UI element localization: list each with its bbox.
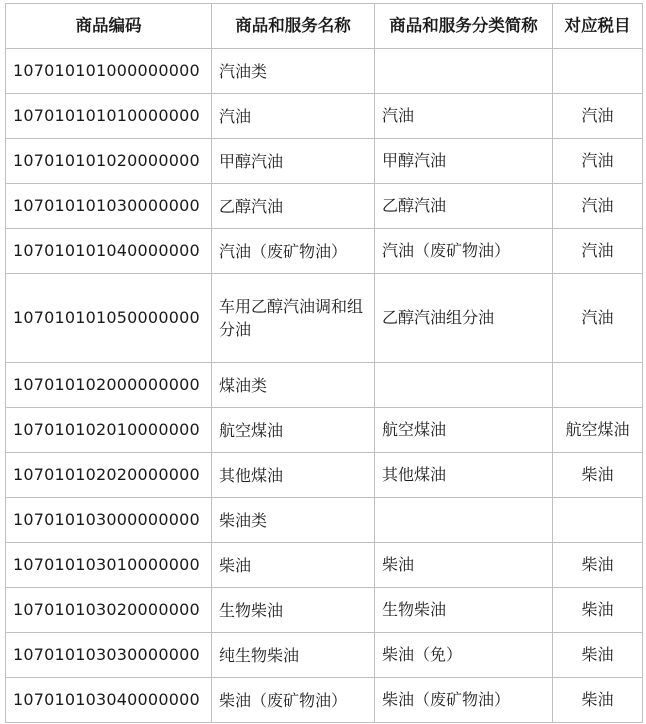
product-code-cell: 107010101020000000 [6, 139, 212, 184]
category-abbr-cell: 汽油 [375, 94, 553, 139]
table-row [6, 408, 643, 453]
tax-item-cell: 柴油 [553, 633, 643, 678]
table-row [6, 678, 643, 723]
product-name-cell: 乙醇汽油 [212, 184, 375, 229]
table-header-row [6, 4, 643, 49]
table-row [6, 588, 643, 633]
product-code-cell: 107010101040000000 [6, 229, 212, 274]
tax-item-cell: 汽油 [553, 274, 643, 363]
product-name-cell: 柴油类 [212, 498, 375, 543]
product-name-cell: 甲醇汽油 [212, 139, 375, 184]
tax-item-cell: 汽油 [553, 94, 643, 139]
category-abbr-cell [375, 49, 553, 94]
product-code-cell: 107010103010000000 [6, 543, 212, 588]
tax-item-cell: 柴油 [553, 543, 643, 588]
header-product-name: 商品和服务名称 [212, 4, 375, 49]
product-code-cell: 107010102010000000 [6, 408, 212, 453]
product-name-cell: 其他煤油 [212, 453, 375, 498]
table-row [6, 139, 643, 184]
product-name-cell: 柴油 [212, 543, 375, 588]
product-name-cell: 汽油（废矿物油） [212, 229, 375, 274]
header-product-code: 商品编码 [6, 4, 212, 49]
category-abbr-cell: 甲醇汽油 [375, 139, 553, 184]
category-abbr-cell: 柴油（废矿物油） [375, 678, 553, 723]
table-row [6, 453, 643, 498]
product-code-cell: 107010102020000000 [6, 453, 212, 498]
tax-item-cell [553, 498, 643, 543]
product-name-cell: 汽油 [212, 94, 375, 139]
product-code-cell: 107010101030000000 [6, 184, 212, 229]
category-abbr-cell: 汽油（废矿物油） [375, 229, 553, 274]
table-row [6, 94, 643, 139]
category-abbr-cell: 柴油 [375, 543, 553, 588]
product-code-cell: 107010103020000000 [6, 588, 212, 633]
product-code-cell: 107010103040000000 [6, 678, 212, 723]
product-code-cell: 107010103030000000 [6, 633, 212, 678]
tax-item-cell: 柴油 [553, 588, 643, 633]
table-row [6, 184, 643, 229]
tax-item-cell: 汽油 [553, 229, 643, 274]
product-name-cell: 煤油类 [212, 363, 375, 408]
product-name-cell: 柴油（废矿物油） [212, 678, 375, 723]
table-row [6, 363, 643, 408]
header-tax-item: 对应税目 [553, 4, 643, 49]
table-row [6, 498, 643, 543]
tax-item-cell [553, 363, 643, 408]
tax-item-cell: 柴油 [553, 453, 643, 498]
product-name-cell: 航空煤油 [212, 408, 375, 453]
table-row [6, 633, 643, 678]
tax-item-cell: 汽油 [553, 184, 643, 229]
tax-item-cell: 柴油 [553, 678, 643, 723]
category-abbr-cell [375, 498, 553, 543]
product-code-cell: 107010101050000000 [6, 274, 212, 363]
product-name-cell: 汽油类 [212, 49, 375, 94]
table-row [6, 49, 643, 94]
category-abbr-cell: 乙醇汽油 [375, 184, 553, 229]
product-code-cell: 107010101010000000 [6, 94, 212, 139]
tax-item-cell: 航空煤油 [553, 408, 643, 453]
category-abbr-cell [375, 363, 553, 408]
table-row [6, 543, 643, 588]
category-abbr-cell: 其他煤油 [375, 453, 553, 498]
category-abbr-cell: 柴油（免） [375, 633, 553, 678]
category-abbr-cell: 航空煤油 [375, 408, 553, 453]
category-abbr-cell: 乙醇汽油组分油 [375, 274, 553, 363]
tax-item-cell: 汽油 [553, 139, 643, 184]
table-row [6, 229, 643, 274]
product-name-cell: 车用乙醇汽油调和组分油 [212, 274, 375, 363]
header-category-abbr: 商品和服务分类简称 [375, 4, 553, 49]
product-code-cell: 107010102000000000 [6, 363, 212, 408]
tax-code-table [5, 3, 643, 723]
product-code-cell: 107010103000000000 [6, 498, 212, 543]
tax-item-cell [553, 49, 643, 94]
product-name-cell: 纯生物柴油 [212, 633, 375, 678]
category-abbr-cell: 生物柴油 [375, 588, 553, 633]
product-name-cell: 生物柴油 [212, 588, 375, 633]
table-row [6, 274, 643, 363]
product-code-cell: 107010101000000000 [6, 49, 212, 94]
